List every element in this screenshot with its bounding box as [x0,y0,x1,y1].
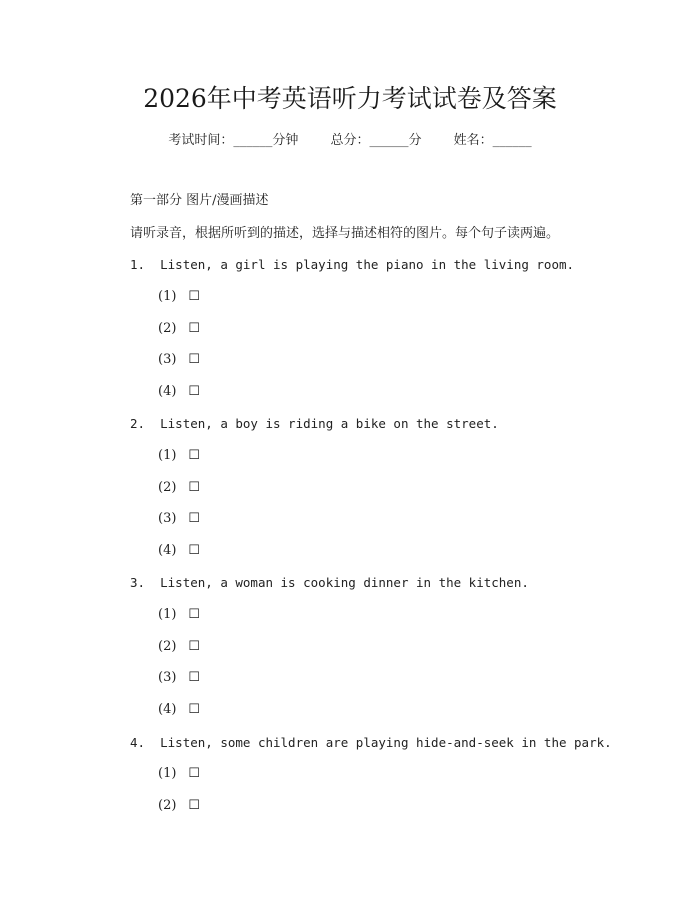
instructions: 请听录音，根据所听到的描述，选择与描述相符的图片。每个句子读两遍。 [130,226,560,241]
option[interactable] [158,605,200,625]
option-label: (2) [158,321,177,336]
option-label: (2) [158,639,177,654]
option-label: (3) [158,511,177,526]
option[interactable] [158,509,200,529]
total-score-field: 总分：______分 [330,133,422,148]
question-4 [130,733,612,753]
question-number: 2. [130,416,146,431]
option[interactable] [158,382,200,402]
option[interactable] [158,478,200,498]
checkbox-icon[interactable]: ☐ [188,543,201,558]
question-number: 4. [130,735,146,750]
question-3 [130,573,529,593]
option-label: (3) [158,352,177,367]
checkbox-icon[interactable]: ☐ [188,448,201,463]
checkbox-icon[interactable]: ☐ [188,289,201,304]
checkbox-icon[interactable]: ☐ [188,607,201,622]
option-label: (4) [158,543,177,558]
section-title: 第一部分 图片/漫画描述 [130,193,269,208]
checkbox-icon[interactable]: ☐ [188,798,201,813]
option[interactable] [158,668,200,688]
exam-meta [0,131,700,151]
option[interactable] [158,446,200,466]
question-text: Listen, some children are playing hide-and-seek in the park. [160,735,612,750]
exam-time-field: 考试时间：______分钟 [168,133,299,148]
page-title: 2026年中考英语听力考试试卷及答案 [143,84,557,113]
option[interactable] [158,700,200,720]
option[interactable] [158,796,200,816]
option[interactable] [158,287,200,307]
checkbox-icon[interactable]: ☐ [188,480,201,495]
option-label: (4) [158,702,177,717]
option-label: (4) [158,384,177,399]
option-label: (2) [158,480,177,495]
option[interactable] [158,541,200,561]
option-label: (1) [158,448,177,463]
option[interactable] [158,637,200,657]
question-text: Listen, a woman is cooking dinner in the kitchen. [160,575,529,590]
question-2 [130,414,499,434]
option[interactable] [158,764,200,784]
checkbox-icon[interactable]: ☐ [188,766,201,781]
checkbox-icon[interactable]: ☐ [188,639,201,654]
question-number: 1. [130,257,146,272]
checkbox-icon[interactable]: ☐ [188,352,201,367]
question-1 [130,255,574,275]
option[interactable] [158,350,200,370]
option-label: (1) [158,289,177,304]
question-text: Listen, a boy is riding a bike on the street. [160,416,499,431]
checkbox-icon[interactable]: ☐ [188,384,201,399]
checkbox-icon[interactable]: ☐ [188,321,201,336]
option-label: (3) [158,670,177,685]
checkbox-icon[interactable]: ☐ [188,670,201,685]
checkbox-icon[interactable]: ☐ [188,511,201,526]
question-number: 3. [130,575,146,590]
option-label: (1) [158,607,177,622]
student-name-field: 姓名：______ [453,133,532,148]
question-text: Listen, a girl is playing the piano in the living room. [160,257,575,272]
option-label: (2) [158,798,177,813]
option[interactable] [158,319,200,339]
option-label: (1) [158,766,177,781]
checkbox-icon[interactable]: ☐ [188,702,201,717]
